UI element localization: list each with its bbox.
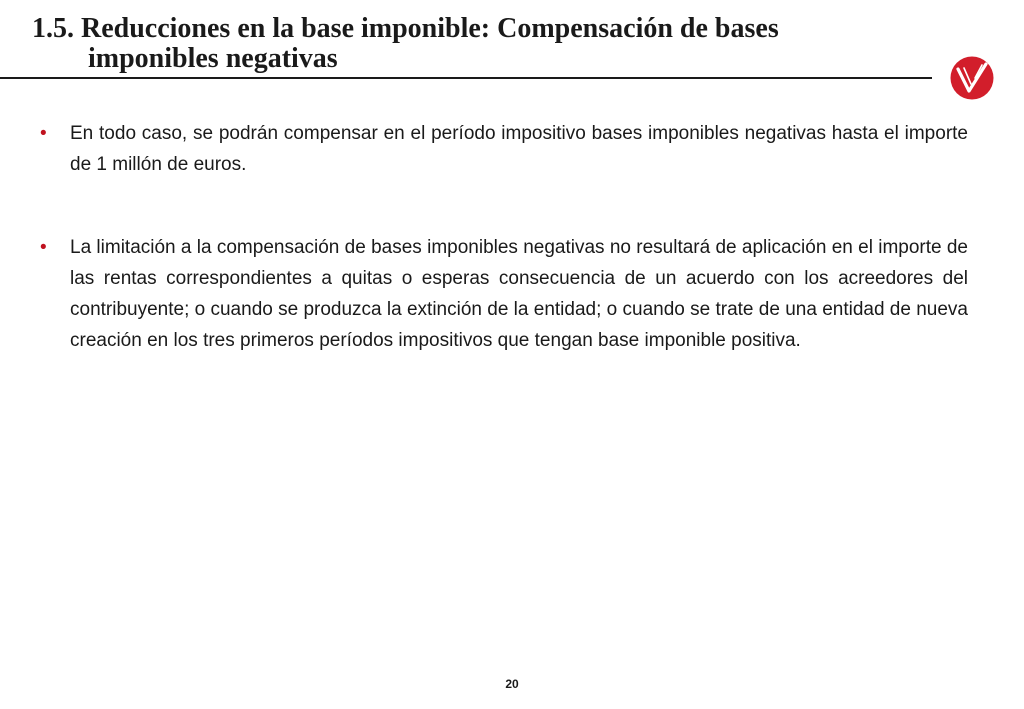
bullet-text: En todo caso, se podrán compensar en el período impositivo bases imponibles negativas hasta el importe de 1 millón de euros.	[70, 123, 968, 175]
slide-content	[40, 118, 968, 356]
red-circle-v-logo-icon	[950, 56, 994, 100]
title-underline	[0, 77, 932, 79]
slide-title-line-1: 1.5. Reducciones en la base imponible: Compensación de bases	[32, 13, 779, 44]
slide-title-line-2: imponibles negativas	[88, 43, 338, 74]
bullet-marker: •	[40, 123, 47, 144]
bullet-item-1	[40, 118, 968, 180]
bullet-marker: •	[40, 237, 47, 258]
bullet-item-2	[40, 232, 968, 356]
page-number: 20	[505, 677, 519, 691]
slide-title	[32, 14, 912, 74]
bullet-text: La limitación a la compensación de bases imponibles negativas no resultará de aplicación en el importe de las rentas correspondientes a quitas o esperas consecuencia de un acuerdo con los acreedores del contribuyente; o cuando se produzca la extinción de la entidad; o cuando se trate de una entidad de nueva creación en los tres primeros períodos impositivos que tengan base imponible positiva.	[70, 237, 968, 351]
